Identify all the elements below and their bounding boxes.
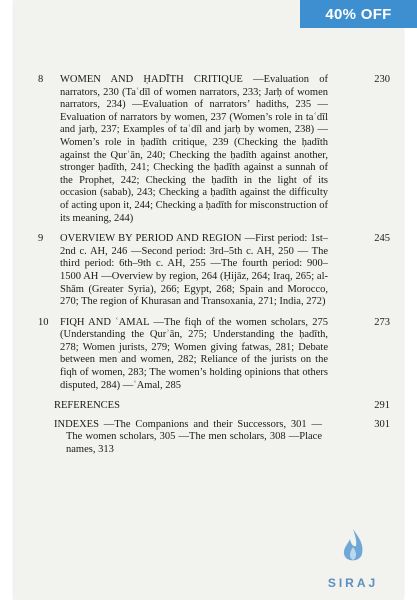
chapter-page-number: 230: [374, 74, 390, 85]
references-page-number: 291: [374, 400, 390, 412]
chapter-text: [60, 317, 328, 393]
chapter-text: [60, 233, 328, 309]
chapter-number: 8: [38, 74, 44, 85]
references-label: REFERENCES: [54, 400, 120, 412]
discount-badge: 40% OFF: [300, 0, 417, 28]
book-page: [14, 0, 403, 600]
chapter-number: 9: [38, 233, 44, 245]
toc-entry-9: [32, 233, 392, 309]
chapter-description: —The fiqh of the women scholars, 275 (Understanding the Qurʾān, 275; Understanding the ḥadīth, 278; Women jurists, 279; Women giving fatwas, 281; Debate between men and women, 282; Reliance of the jurists on the fiqh of women, 283; The women’s holding opinions that others disputed, 284) —ʿAmal, 285: [60, 316, 328, 391]
chapter-title: FIQH AND ʿAMAL: [60, 316, 150, 328]
indexes-label: INDEXES: [54, 418, 99, 430]
flame-icon: [338, 527, 368, 567]
chapter-title: OVERVIEW BY PERIOD AND REGION: [60, 233, 242, 245]
chapter-title: WOMEN AND ḤADĪTH CRITIQUE: [60, 74, 243, 85]
chapter-page-number: 273: [374, 316, 390, 328]
logo-wordmark: SIRAJ: [327, 576, 379, 590]
toc-references: [54, 400, 390, 413]
table-of-contents: [32, 74, 392, 463]
chapter-description: —Evaluation of narrators, 230 (Taʿdīl of women narrators, 233; Jarḥ of women narrators, 234) —Evaluation of narrators’ hadiths, 235 — Evaluation of narrators by women, 237 (Women’s role in taʿdīl and jarḥ, 237; Examples of taʿdīl and jarḥ by women, 238) —Women’s role in ḥadīth critique, 239 (Checking the ḥadīth against the Qurʾān, 240; Checking the ḥadīth against another, stronger ḥadīth, 241; Checking the ḥadīth against a sunnah of the Prophet, 242; Checking the ḥadīth in the light of its occasion (sabab), 243; Checking a ḥadīth against the difficulty of acting upon it, 244; Checking a ḥadīth for misconstruction of its meaning, 244): [60, 74, 329, 224]
chapter-number: 10: [38, 316, 49, 328]
indexes-page-number: 301: [374, 418, 390, 430]
toc-entry-8: [32, 74, 392, 225]
toc-indexes: [54, 418, 390, 457]
indexes-description: —The Companions and their Successors, 301 — The women scholars, 305 —The men scholars, 308 —Place names, 313: [66, 418, 322, 456]
toc-entry-10: [32, 317, 392, 393]
siraj-logo: [323, 527, 383, 590]
chapter-text: [60, 74, 328, 225]
chapter-page-number: 245: [374, 233, 390, 245]
chapter-description: —First period: 1st–2nd c. AH, 246 —Second period: 3rd–5th c. AH, 250 — The third period: 6th–9th c. AH, 255 —The fourth period: 900–1500 AH —Overview by region, 264 (Ḥijāz, 264; Iraq, 265; al-Shām (Greater Syria), 266; Egypt, 268; Spain and Morocco, 270; The region of Khurasan and Transoxania, 271; India, 272): [60, 233, 328, 308]
